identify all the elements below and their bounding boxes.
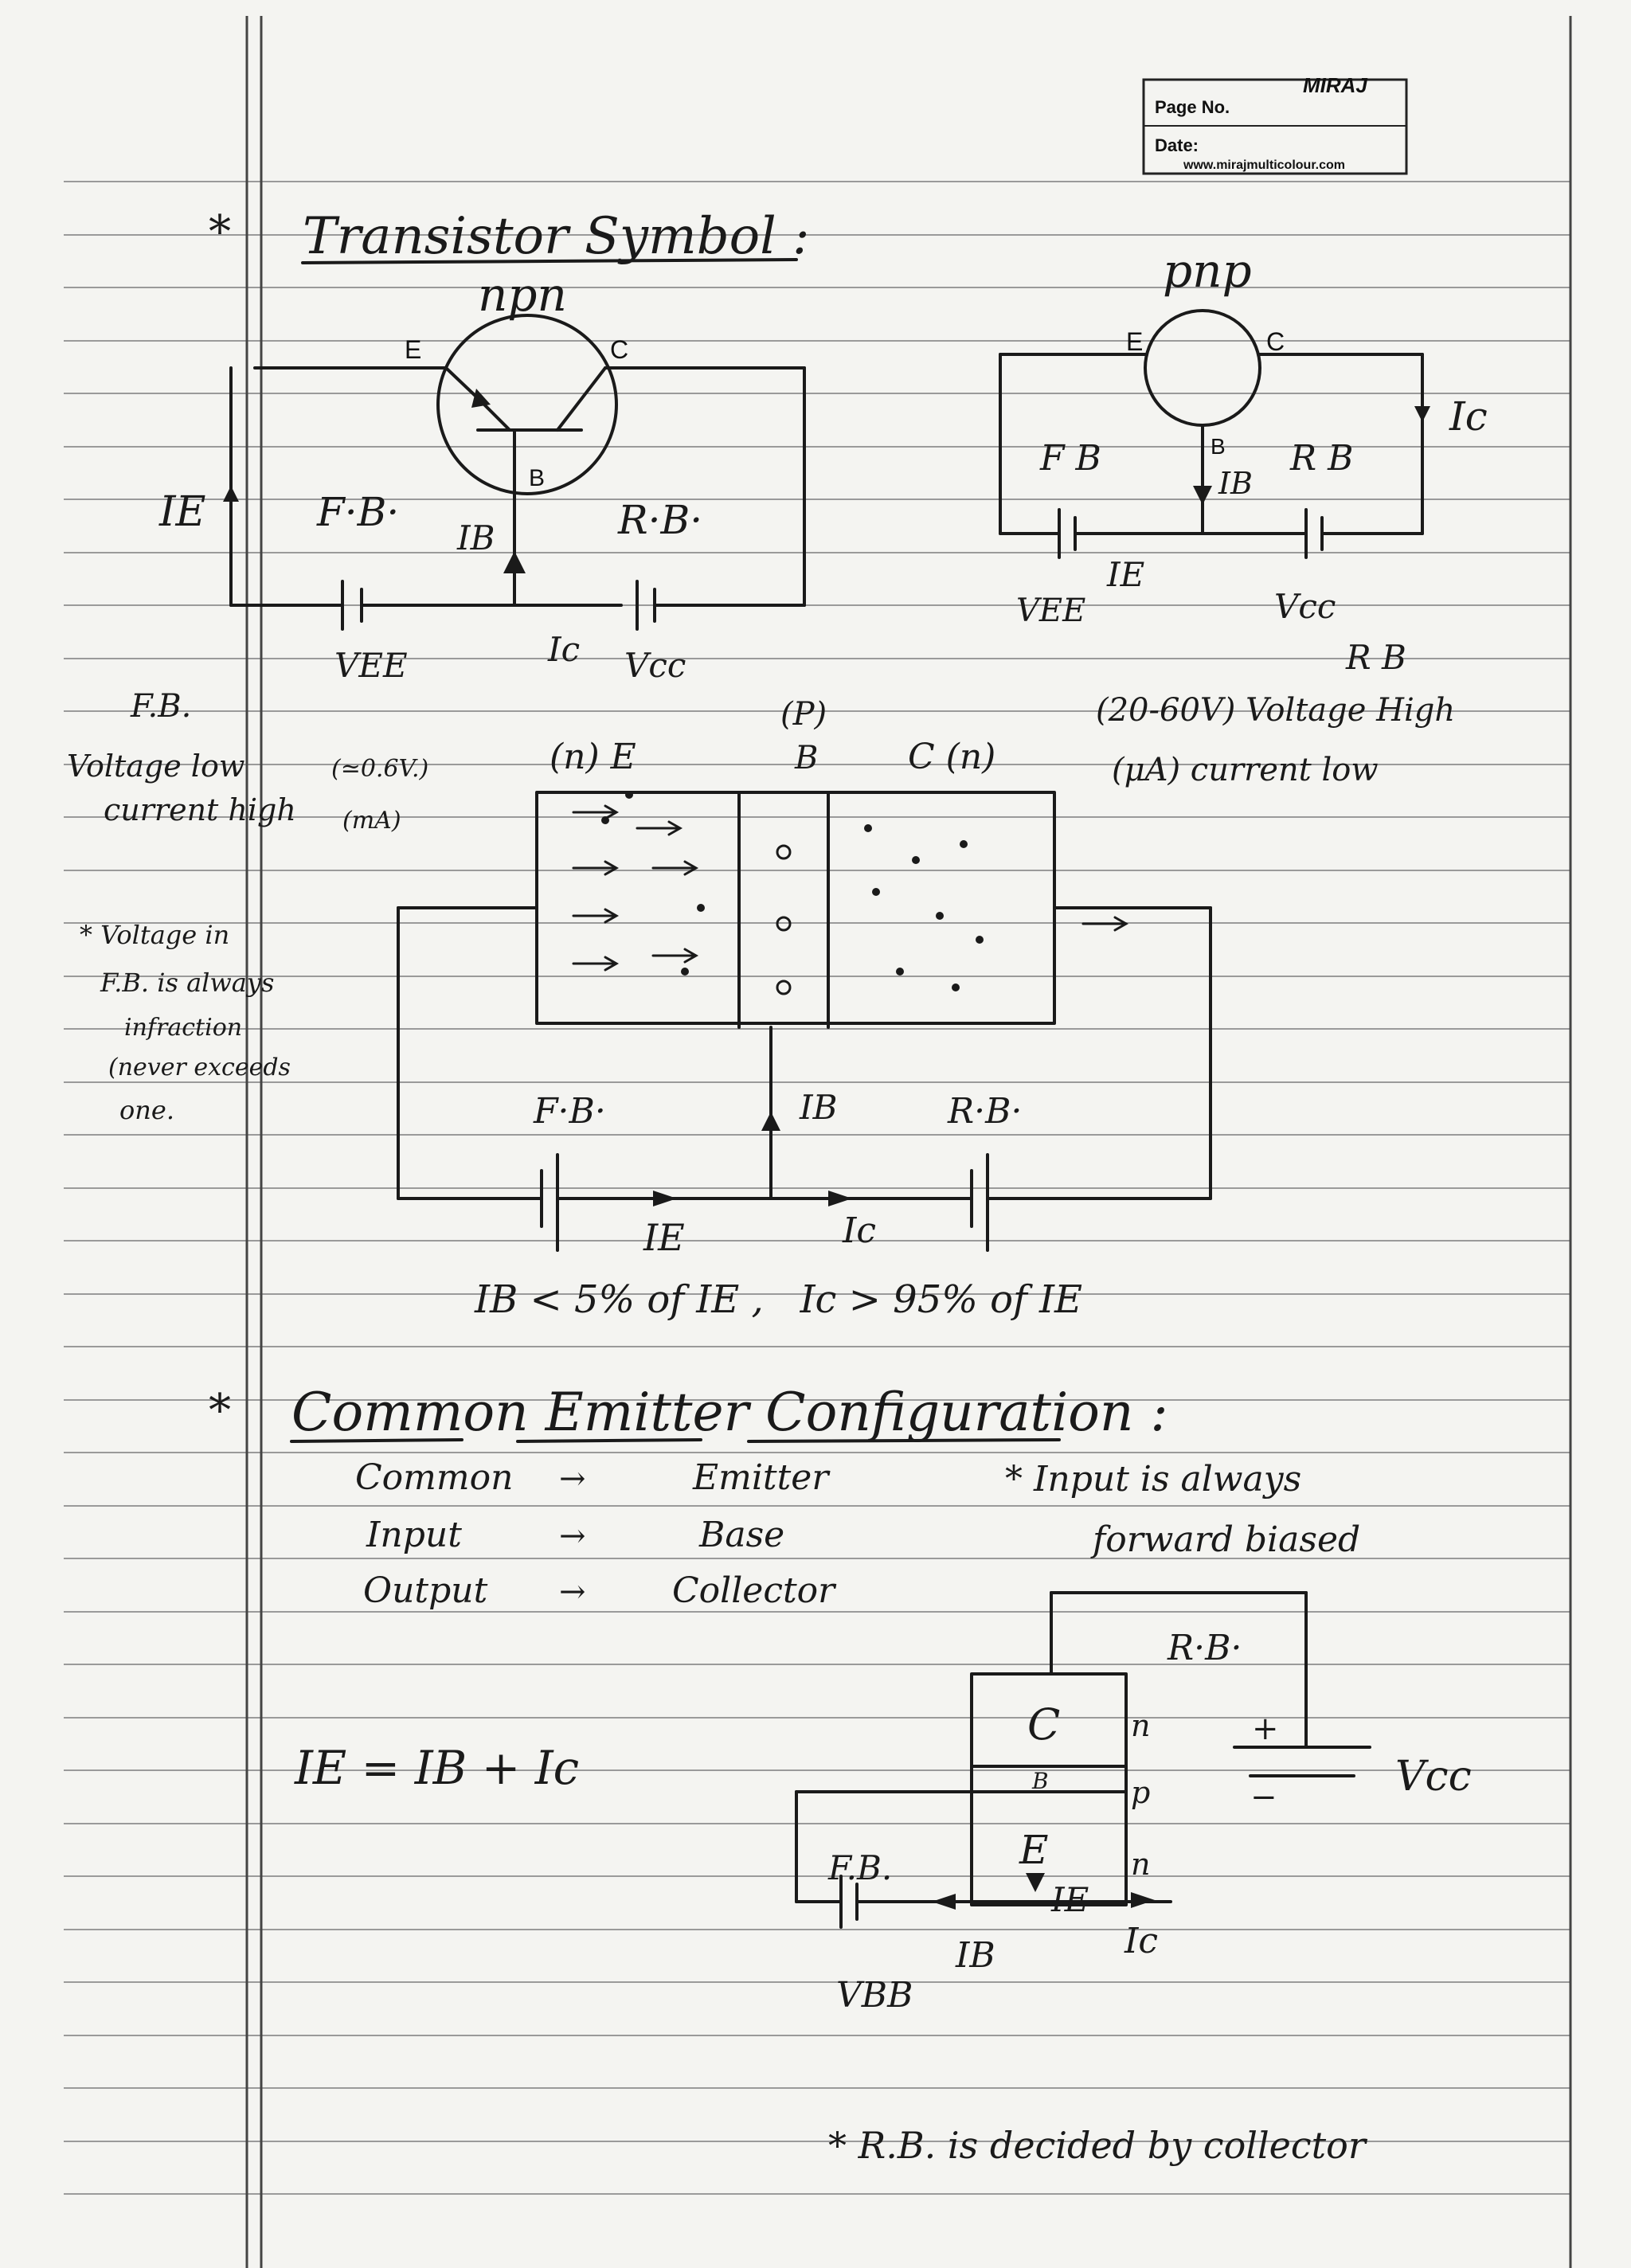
npn-E-label: E [405,335,422,364]
electron-dot [912,856,920,864]
ce-IC-label: Ic [1124,1921,1159,1961]
equation-IE: IE = IB + Ic [295,1741,580,1795]
electron-dot [936,912,944,920]
junction-IE: IE [643,1216,685,1259]
bullet-star-2: * [209,1385,231,1437]
side-note-line-4: (never exceeds [108,1054,291,1081]
electron-dot [697,904,705,912]
junction-n-E: (n) E [550,737,636,777]
ce-row-1-arrow: → [559,1461,586,1497]
junction-IB: IB [800,1088,838,1127]
ce-VCC-label: Vcc [1395,1753,1472,1801]
side-note [80,920,291,1125]
section-title-transistor-symbol: Transistor Symbol : [303,207,810,266]
ce-IB-label: IB [956,1935,995,1976]
rb-current: (μA) current low [1112,752,1379,788]
ruled-lines [64,182,1570,2194]
ce-row-1-right: Emitter [693,1457,829,1498]
fb-voltage-value: (≃0.6V.) [331,755,429,783]
npn-RB-label: R·B· [618,497,703,543]
electron-dot [864,824,872,832]
pnp-IC-label: Ic [1449,393,1488,440]
ce-plus-label: + [1252,1711,1279,1747]
bullet-star-1: * [209,206,231,258]
page-no-label: Page No. [1155,97,1230,117]
electron-dot [952,983,960,991]
npn-FB-label: F·B· [317,489,400,535]
ce-row-3-arrow: → [559,1574,586,1610]
section-title-common-emitter: Common Emitter Configuration : [291,1382,1168,1443]
fb-voltage: Voltage low [67,749,245,784]
pnp-VEE-label: VEE [1016,592,1086,629]
ce-VBB-label: VBB [836,1975,913,2016]
npn-IB-label: IB [457,518,495,557]
ce-C-label: C [1027,1699,1061,1750]
side-note-line-1: * Voltage in [80,920,230,950]
ce-row-3-right: Collector [672,1570,835,1611]
pnp-symbol [1000,244,1488,629]
ce-RB-label: R·B· [1168,1628,1242,1668]
hole-carrier [777,981,790,994]
junction-diagram [398,696,1211,1259]
page-number-box [1144,73,1406,174]
junction-IC: Ic [843,1210,877,1251]
pnp-RB-label: R B [1290,438,1354,479]
npn-label: npn [478,268,567,322]
pnp-C-label: C [1266,327,1285,356]
ce-n1-label: n [1131,1708,1151,1743]
ce-note-line-2: forward biased [1093,1519,1361,1560]
pnp-E-label: E [1126,327,1144,356]
date-label: Date: [1155,135,1199,155]
electron-dot [976,936,984,944]
pnp-IE-label: IE [1107,555,1145,594]
pnp-VCC-label: Vcc [1274,587,1336,626]
ce-n2-label: n [1131,1847,1151,1882]
brand-logo: MIRAJ [1303,73,1367,97]
charge-carriers [573,791,1126,994]
rb-notes [1096,638,1455,788]
side-note-line-5: one. [119,1095,174,1125]
hole-carrier [777,846,790,858]
npn-IC-label: Ic [548,630,581,669]
pnp-B-label: B [1211,434,1226,459]
fb-current: current high [104,792,296,827]
pnp-label: pnp [1163,244,1252,298]
ce-note-line-1: * Input is always [1005,1459,1302,1500]
junction-FB: F·B· [534,1091,606,1132]
side-note-line-3: infraction [124,1014,243,1042]
junction-B: B [795,740,819,776]
junction-p: (P) [780,696,827,733]
ce-minus-label: − [1250,1779,1277,1816]
npn-symbol [158,268,804,685]
ce-p-label: p [1131,1775,1151,1810]
pnp-IB-label: IB [1218,466,1253,501]
npn-VEE-label: VEE [334,646,408,685]
ce-row-2-left: Input [366,1515,462,1555]
electron-dot [960,840,968,848]
current-relation: IB < 5% of IE , Ic > 95% of IE [475,1277,1083,1322]
ce-row-2-right: Base [699,1515,785,1555]
ce-row-3-left: Output [363,1570,488,1611]
rb-title: R B [1346,638,1406,677]
ce-FB-label: F.B. [828,1848,893,1887]
electron-dot [896,968,904,976]
ce-E-label: E [1019,1827,1049,1873]
fb-current-unit: (mA) [342,807,401,835]
junction-RB: R·B· [948,1091,1023,1132]
rb-voltage: (20-60V) Voltage High [1096,692,1456,729]
ce-row-2-arrow: → [559,1518,586,1554]
ce-IE-label: IE [1051,1880,1089,1919]
electron-dot [625,791,633,799]
fb-title: F.B. [131,688,192,725]
npn-IE-label: IE [159,488,206,536]
pnp-FB-label: F B [1040,438,1101,479]
side-note-line-2: F.B. is always [100,968,275,998]
ce-circuit [796,1593,1472,2016]
ce-mapping [355,1457,837,1611]
junction-C-n: C (n) [908,737,996,777]
ce-B-label: B [1032,1768,1049,1794]
website-label: www.mirajmulticolour.com [1183,158,1345,172]
electron-dot [872,888,880,896]
npn-B-label: B [529,465,546,491]
electron-dot [601,816,609,824]
footer-note: * R.B. is decided by collector [828,2124,1366,2167]
npn-C-label: C [610,335,629,364]
npn-VCC-label: Vcc [624,646,686,685]
ce-row-1-left: Common [355,1457,514,1498]
electron-dot [681,968,689,976]
